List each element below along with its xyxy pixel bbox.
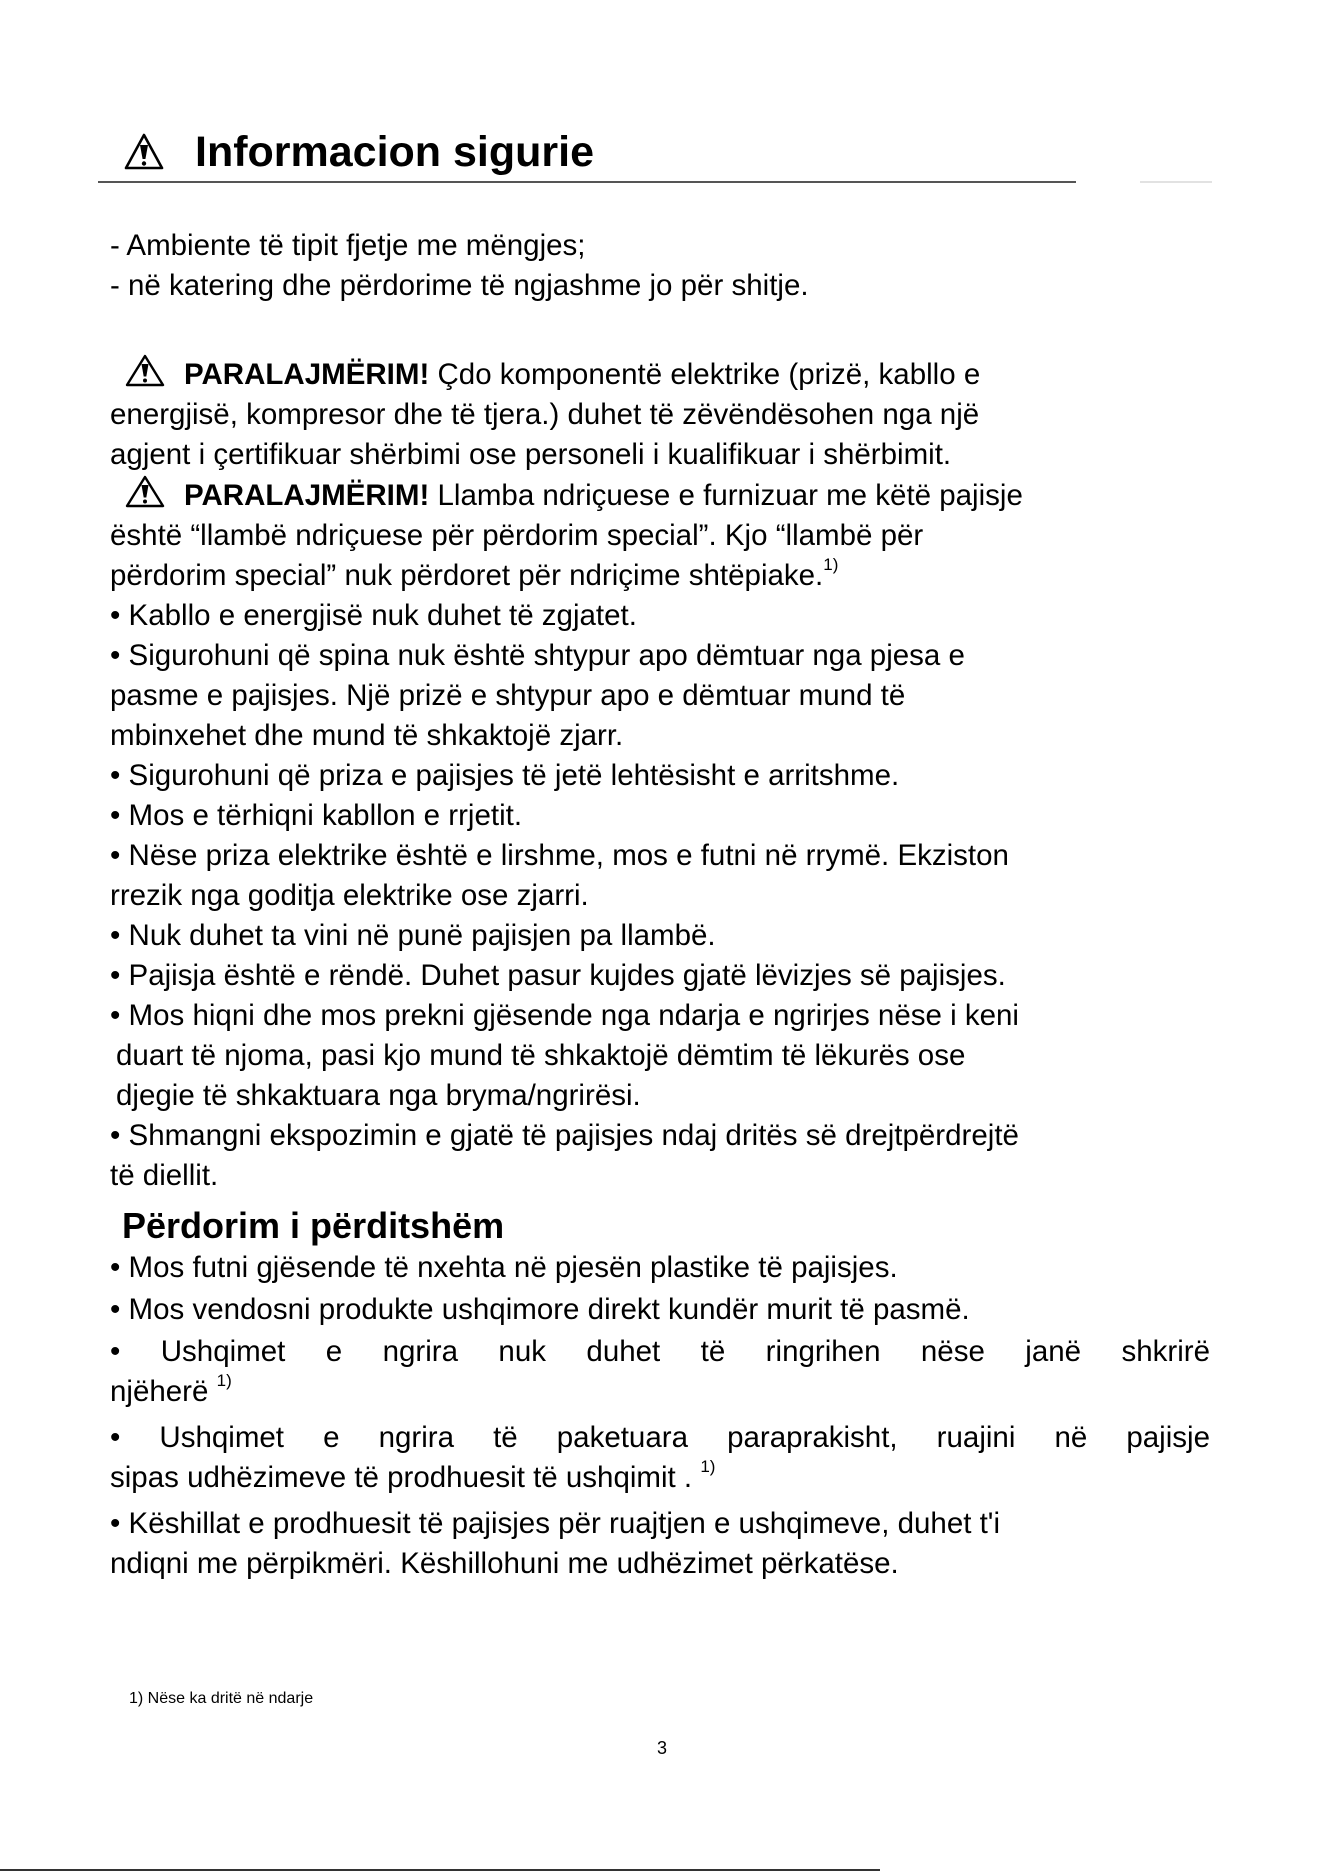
list-item: • Mos vendosni produkte ushqimore direkt kundër murit të pasmë. [110, 1293, 970, 1326]
list-item: • Mos futni gjësende të nxehta në pjesën plastike të pajisjes. [110, 1251, 898, 1284]
daily-use-section [110, 1204, 1210, 1584]
warning-text: energjisë, kompresor dhe të tjera.) duhet të zëvëndësohen nga një [110, 398, 980, 431]
document-body [110, 226, 1210, 1584]
warning-block-lamp [110, 475, 1210, 596]
header-divider-faint [1140, 181, 1212, 183]
intro-line: - në katering dhe përdorime të ngjashme jo për shitje. [110, 269, 809, 302]
list-item: • Nëse priza elektrike është e lirshme, mos e futni në rrymë. Ekziston rrezik nga goditja elektrike ose zjarri. [110, 839, 1009, 912]
page-title: Informacion sigurie [195, 127, 595, 176]
warning-label: PARALAJMËRIM! [184, 479, 430, 512]
section-header [123, 122, 594, 182]
safety-bullets [110, 596, 1210, 1196]
footnote-ref: 1) [823, 555, 839, 574]
list-item: • Këshillat e prodhuesit të pajisjes për ruajtjen e ushqimeve, duhet t'i ndiqni me përpikmëri. Këshillohuni me udhëzimet përkatëse. [110, 1507, 1000, 1580]
list-item: • Kabllo e energjisë nuk duhet të zgjatet. [110, 599, 637, 632]
list-item: • Pajisja është e rëndë. Duhet pasur kujdes gjatë lëvizjes së pajisjes. [110, 959, 1006, 992]
warning-label: PARALAJMËRIM! [184, 358, 430, 391]
header-divider [98, 181, 1076, 183]
page-number: 3 [656, 1738, 667, 1758]
list-item: • Ushqimet e ngrira të paketuara paraprakisht, ruajini në pajisje sipas udhëzimeve të prodhuesit të ushqimit . $^{1)}$ [110, 1421, 1210, 1494]
list-item: • Mos hiqni dhe mos prekni gjësende nga ndarja e ngrirjes nëse i keni duart të njoma, pasi kjo mund të shkaktojë dëmtim të lëkurës ose djegie të shkaktuara nga bryma/ngrirësi. [110, 999, 1019, 1112]
section-heading: Përdorim i përditshëm [122, 1205, 505, 1246]
list-item: • Ushqimet e ngrira nuk duhet të ringrihen nëse janë shkrirë njëherë $^{1)}$ [110, 1335, 1210, 1408]
list-item: • Sigurohuni që spina nuk është shtypur apo dëmtuar nga pjesa e pasme e pajisjes. Një prizë e shtypur apo e dëmtuar mund të mbinxehet dhe mund të shkaktojë zjarr. [110, 639, 965, 752]
list-item: • Sigurohuni që priza e pajisjes të jetë lehtësisht e arritshme. [110, 759, 900, 792]
warning-text: Çdo komponentë elektrike (prizë, kabllo e [429, 358, 981, 391]
warning-triangle-icon [124, 354, 166, 388]
list-item: • Nuk duhet ta vini në punë pajisjen pa llambë. [110, 919, 716, 952]
list-item: • Mos e tërhiqni kabllon e rrjetit. [110, 799, 523, 832]
list-item: • Shmangni ekspozimin e gjatë të pajisjes ndaj dritës së drejtpërdrejtë të diellit. [110, 1119, 1019, 1192]
intro-line: - Ambiente të tipit fjetje me mëngjes; [110, 229, 586, 262]
bottom-divider [0, 1869, 880, 1871]
warning-triangle-icon [123, 132, 165, 172]
footnote-ref: 1) [700, 1457, 716, 1476]
warning-block-components [110, 354, 1210, 475]
warning-text: përdorim special” nuk përdoret për ndriçime shtëpiake. [110, 559, 824, 592]
warning-triangle-icon [124, 475, 166, 509]
warning-text: agjent i çertifikuar shërbimi ose personeli i kualifikuar i shërbimit. [110, 438, 952, 471]
warning-text: Llamba ndriçuese e furnizuar me këtë pajisje [429, 479, 1023, 512]
footnote-ref: 1) [216, 1371, 232, 1390]
warning-text: është “llambë ndriçuese për përdorim special”. Kjo “llambë për [110, 519, 924, 552]
footnote: 1) Nëse ka dritë në ndarje [129, 1690, 314, 1707]
